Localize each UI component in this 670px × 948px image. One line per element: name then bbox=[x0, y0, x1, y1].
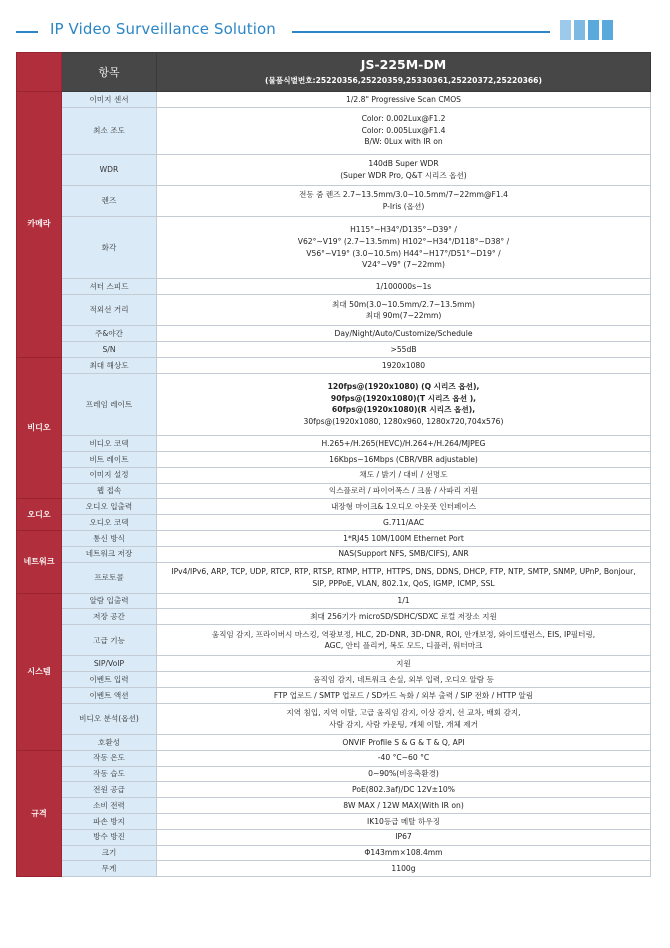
category-cell: 시스템 bbox=[17, 593, 62, 750]
value-cell bbox=[157, 357, 651, 373]
value-cell bbox=[157, 326, 651, 342]
value-cell bbox=[157, 562, 651, 593]
value-line: B/W: 0Lux with IR on bbox=[364, 137, 443, 147]
item-label-cell: 통신 방식 bbox=[62, 530, 157, 546]
value-cell bbox=[157, 92, 651, 108]
value-cell bbox=[157, 861, 651, 877]
table-row bbox=[17, 845, 651, 861]
item-label-cell: 소비 전력 bbox=[62, 798, 157, 814]
value-line: 최대 50m(3.0~10.5mm/2.7~13.5mm) bbox=[332, 299, 475, 309]
value-line: NAS(Support NFS, SMB/CIFS), ANR bbox=[338, 549, 469, 559]
value-cell bbox=[157, 515, 651, 531]
value-line: 60fps@(1920x1080)(R 시리즈 옵션), bbox=[331, 405, 476, 415]
value-cell bbox=[157, 735, 651, 751]
value-line: 움직임 감지, 프라이버시 마스킹, 역광보정, HLC, 2D-DNR, 3D-DNR, ROI, 안개보정, 와이드밸런스, EIS, IP필터링, bbox=[211, 629, 596, 639]
category-cell: 규격 bbox=[17, 750, 62, 876]
table-row bbox=[17, 593, 651, 609]
table-row bbox=[17, 688, 651, 704]
value-line: IK10등급 메탈 하우징 bbox=[366, 816, 441, 826]
value-cell bbox=[157, 814, 651, 830]
table-row bbox=[17, 798, 651, 814]
item-label-cell: 비트 레이트 bbox=[62, 451, 157, 467]
header-bar bbox=[602, 20, 613, 40]
value-cell bbox=[157, 656, 651, 672]
table-header-row bbox=[17, 53, 651, 92]
header-corner-cell bbox=[17, 53, 62, 92]
value-cell bbox=[157, 750, 651, 766]
value-line: H.265+/H.265(HEVC)/H.264+/H.264/MJPEG bbox=[321, 438, 486, 448]
item-label-cell: S/N bbox=[62, 342, 157, 358]
value-line: 8W MAX / 12W MAX(With IR on) bbox=[343, 800, 464, 810]
value-cell bbox=[157, 782, 651, 798]
item-label-cell: 저장 공간 bbox=[62, 609, 157, 625]
value-cell bbox=[157, 829, 651, 845]
value-line: V56°~V19° (3.0~10.5m) H44°~H17°/D51°~D19° / bbox=[306, 248, 501, 258]
item-label-cell: 무게 bbox=[62, 861, 157, 877]
table-row bbox=[17, 735, 651, 751]
item-label-cell: 최대 해상도 bbox=[62, 357, 157, 373]
value-cell bbox=[157, 107, 651, 154]
table-row bbox=[17, 656, 651, 672]
item-label-cell: 주&야간 bbox=[62, 326, 157, 342]
table-row bbox=[17, 483, 651, 499]
value-cell bbox=[157, 279, 651, 295]
item-label-cell: 이벤트 액션 bbox=[62, 688, 157, 704]
table-row bbox=[17, 515, 651, 531]
value-cell bbox=[157, 688, 651, 704]
value-line: Color: 0.005Lux@F1.4 bbox=[361, 125, 446, 135]
value-cell bbox=[157, 609, 651, 625]
item-label-cell: SIP/VoIP bbox=[62, 656, 157, 672]
value-line: 1*RJ45 10M/100M Ethernet Port bbox=[343, 533, 464, 543]
header-bars-decoration bbox=[560, 20, 613, 40]
value-line: 1/100000s~1s bbox=[375, 281, 432, 291]
value-cell bbox=[157, 436, 651, 452]
item-label-cell: 렌즈 bbox=[62, 185, 157, 216]
value-line: IP67 bbox=[395, 832, 412, 842]
item-label-cell: 오디오 입출력 bbox=[62, 499, 157, 515]
table-row bbox=[17, 782, 651, 798]
item-label-cell: 작동 온도 bbox=[62, 750, 157, 766]
value-line: 140dB Super WDR bbox=[368, 159, 439, 169]
value-line: SIP, PPPoE, VLAN, 802.1x, QoS, IGMP, ICMP, SSL bbox=[312, 578, 495, 588]
value-line: (Super WDR Pro, Q&T 시리즈 옵션) bbox=[340, 170, 467, 180]
header-rule bbox=[292, 31, 550, 33]
value-cell bbox=[157, 483, 651, 499]
value-line: H115°~H34°/D135°~D39° / bbox=[350, 225, 457, 235]
table-row bbox=[17, 436, 651, 452]
item-label-cell: 작동 습도 bbox=[62, 766, 157, 782]
value-line: -40 °C~60 °C bbox=[377, 753, 430, 763]
table-row bbox=[17, 562, 651, 593]
table-row bbox=[17, 766, 651, 782]
item-label-cell: 호환성 bbox=[62, 735, 157, 751]
item-label-cell: 프레임 레이트 bbox=[62, 373, 157, 435]
value-cell bbox=[157, 593, 651, 609]
value-line: P-Iris (옵션) bbox=[382, 201, 425, 211]
item-label-cell: 적외선 거리 bbox=[62, 295, 157, 326]
table-row bbox=[17, 373, 651, 435]
value-line: Φ143mm×108.4mm bbox=[364, 848, 443, 858]
item-label-cell: 이미지 센서 bbox=[62, 92, 157, 108]
table-row bbox=[17, 154, 651, 185]
header-bar bbox=[560, 20, 571, 40]
value-cell bbox=[157, 766, 651, 782]
value-cell bbox=[157, 342, 651, 358]
value-cell bbox=[157, 295, 651, 326]
item-label-cell: WDR bbox=[62, 154, 157, 185]
model-header bbox=[157, 53, 651, 92]
item-label-cell: 최소 조도 bbox=[62, 107, 157, 154]
model-id-numbers: (물품식별번호:25220356,25220359,25330361,25220372,25220366) bbox=[265, 75, 542, 85]
value-line: 최대 90m(7~22mm) bbox=[365, 311, 442, 321]
value-line: 1920x1080 bbox=[381, 360, 426, 370]
value-line: 16Kbps~16Mbps (CBR/VBR adjustable) bbox=[329, 454, 478, 464]
value-line: G.711/AAC bbox=[382, 517, 425, 527]
value-line: 움직임 감지, 네트워크 손실, 외부 입력, 오디오 알람 등 bbox=[313, 674, 494, 684]
category-cell: 카메라 bbox=[17, 92, 62, 358]
value-line: 내장형 마이크& 1오디오 아웃풋 인터페이스 bbox=[330, 501, 477, 511]
item-label-cell: 방수 방진 bbox=[62, 829, 157, 845]
item-label-cell: 알람 입출력 bbox=[62, 593, 157, 609]
item-label-cell: 네트워크 저장 bbox=[62, 546, 157, 562]
value-line: 1100g bbox=[391, 864, 416, 874]
item-label-cell: 고급 기능 bbox=[62, 625, 157, 656]
value-line: 전동 줌 렌즈 2.7~13.5mm/3.0~10.5mm/7~22mm@F1.4 bbox=[298, 190, 508, 200]
header-bar bbox=[574, 20, 585, 40]
value-line: AGC, 안티 플리커, 복도 모드, 디플러, 워터마크 bbox=[324, 641, 483, 651]
value-cell bbox=[157, 546, 651, 562]
table-row bbox=[17, 467, 651, 483]
table-row bbox=[17, 342, 651, 358]
value-line: 1/2.8" Progressive Scan CMOS bbox=[346, 94, 461, 104]
category-cell: 비디오 bbox=[17, 357, 62, 498]
table-row bbox=[17, 451, 651, 467]
value-line: 사람 감지, 사람 카운팅, 개체 이탈, 개체 제거 bbox=[329, 719, 478, 729]
value-line: 120fps@(1920x1080) (Q 시리즈 옵션), bbox=[327, 382, 480, 392]
item-label-cell: 크기 bbox=[62, 845, 157, 861]
item-header: 항목 bbox=[62, 53, 157, 92]
item-label-cell: 화각 bbox=[62, 216, 157, 278]
item-label-cell: 오디오 코덱 bbox=[62, 515, 157, 531]
value-cell bbox=[157, 625, 651, 656]
value-line: Day/Night/Auto/Customize/Schedule bbox=[334, 328, 473, 338]
value-cell bbox=[157, 451, 651, 467]
value-cell bbox=[157, 467, 651, 483]
category-cell: 오디오 bbox=[17, 499, 62, 531]
table-row bbox=[17, 499, 651, 515]
value-cell bbox=[157, 185, 651, 216]
value-line: >55dB bbox=[390, 344, 417, 354]
table-row bbox=[17, 295, 651, 326]
item-label-cell: 웹 접속 bbox=[62, 483, 157, 499]
value-line: 지원 bbox=[396, 659, 411, 669]
table-row bbox=[17, 814, 651, 830]
value-line: 90fps@(1920x1080)(T 시리즈 옵션 ), bbox=[330, 393, 477, 403]
value-line: 지역 침입, 지역 이탈, 고급 움직임 감지, 이상 감지, 선 교차, 배회 감지, bbox=[286, 708, 521, 718]
value-line: PoE(802.3af)/DC 12V±10% bbox=[352, 785, 455, 795]
value-cell bbox=[157, 373, 651, 435]
value-line: Color: 0.002Lux@F1.2 bbox=[361, 114, 446, 124]
table-row bbox=[17, 107, 651, 154]
item-label-cell: 비디오 분석(옵션) bbox=[62, 703, 157, 734]
table-row bbox=[17, 546, 651, 562]
model-name: JS-225M-DM bbox=[360, 57, 447, 73]
value-line: IPv4/IPv6, ARP, TCP, UDP, RTCP, RTP, RTSP, RTMP, HTTP, HTTPS, DNS, DDNS, DHCP, FTP, NTP, SMTP, SNMP, UPnP, Bonjour, bbox=[171, 567, 636, 576]
header-title: IP Video Surveillance Solution bbox=[50, 20, 276, 38]
value-line: 최대 256기가 microSD/SDHC/SDXC 로컬 저장소 지원 bbox=[310, 612, 497, 622]
value-line: 익스플로러 / 파이어폭스 / 크롬 / 사파리 지원 bbox=[328, 486, 479, 496]
value-cell bbox=[157, 154, 651, 185]
header-dash bbox=[16, 31, 38, 33]
table-row bbox=[17, 829, 651, 845]
item-label-cell: 파손 방지 bbox=[62, 814, 157, 830]
table-row bbox=[17, 750, 651, 766]
table-row bbox=[17, 279, 651, 295]
item-label-cell: 이미지 설정 bbox=[62, 467, 157, 483]
value-cell bbox=[157, 798, 651, 814]
value-line: ONVIF Profile S & G & T & Q, API bbox=[342, 737, 465, 747]
value-line: 1/1 bbox=[397, 596, 410, 606]
table-row bbox=[17, 703, 651, 734]
item-label-cell: 비디오 코덱 bbox=[62, 436, 157, 452]
table-row bbox=[17, 357, 651, 373]
value-cell bbox=[157, 530, 651, 546]
header-bar bbox=[588, 20, 599, 40]
table-row bbox=[17, 216, 651, 278]
value-cell bbox=[157, 216, 651, 278]
item-label-cell: 전원 공급 bbox=[62, 782, 157, 798]
item-label-cell: 셔터 스피드 bbox=[62, 279, 157, 295]
item-label-cell: 프로토콜 bbox=[62, 562, 157, 593]
table-row bbox=[17, 625, 651, 656]
item-label-cell: 이벤트 입력 bbox=[62, 672, 157, 688]
value-line: V62°~V19° (2.7~13.5mm) H102°~H34°/D118°~D38° / bbox=[297, 237, 510, 247]
value-line: 채도 / 밝기 / 대비 / 선명도 bbox=[359, 470, 448, 480]
category-cell: 네트워크 bbox=[17, 530, 62, 593]
value-cell bbox=[157, 703, 651, 734]
value-line: V24°~V9° (7~22mm) bbox=[362, 260, 445, 270]
value-line: 30fps@(1920x1080, 1280x960, 1280x720,704x576) bbox=[303, 417, 504, 427]
page-header bbox=[0, 0, 670, 50]
value-cell bbox=[157, 499, 651, 515]
table-row bbox=[17, 92, 651, 108]
table-row bbox=[17, 861, 651, 877]
spec-table bbox=[16, 52, 651, 877]
value-line: 0~90%(비응축환경) bbox=[368, 769, 439, 779]
table-row bbox=[17, 609, 651, 625]
value-cell bbox=[157, 845, 651, 861]
table-row bbox=[17, 185, 651, 216]
table-row bbox=[17, 530, 651, 546]
table-row bbox=[17, 672, 651, 688]
value-cell bbox=[157, 672, 651, 688]
value-line: FTP 업로드 / SMTP 업로드 / SD카드 녹화 / 외부 출력 / SIP 전화 / HTTP 알림 bbox=[273, 690, 534, 700]
table-row bbox=[17, 326, 651, 342]
